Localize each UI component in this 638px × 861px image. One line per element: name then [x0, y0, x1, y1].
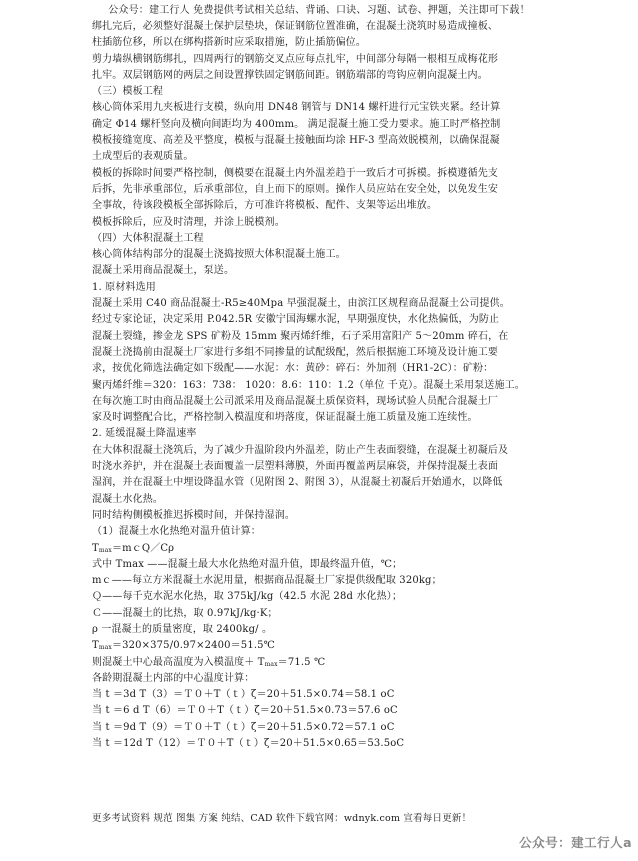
text-line: 当 t ＝9d T（9）＝Ｔ０＋T（ｔ）ζ＝20＋51.5×0.72＝57.1 oC — [92, 721, 395, 733]
document-body — [92, 19, 560, 752]
formula-symbol: T — [92, 640, 99, 652]
section-heading: （四）大体积混凝土工程 — [92, 232, 204, 244]
formula-subscript: max — [98, 644, 112, 652]
text-line: 当 t ＝6 d T（6）＝Ｔ０＋T（ｔ）ζ＝20＋51.5×0.73＝57.6 oC — [92, 705, 398, 717]
text-line: 混凝土水化热。 — [92, 493, 164, 505]
brand-watermark: 公众号：建工行人a — [519, 835, 632, 850]
formula-expression: ＝mｃQ／Cρ — [111, 542, 175, 554]
text-line: 模板接缝宽度、高差及平整度，模板与混凝土接触面均涂 HF-3 型高效脱模剂，以确保混凝 — [92, 135, 500, 147]
text-line: 湿润，并在混凝土中埋设降温水管（见附图 2、附图 3），从混凝土初凝后开始通水，以降低 — [92, 477, 503, 489]
footer-notice: 更多考试资料 规范 图集 方案 纯结、CAD 软件下载官网：wdnyk.com 宣看每日更新！ — [92, 813, 472, 824]
text-line: 经过专家论证，决定采用 P.042.5R 安徽宁国海螺水泥，早期强度快，水化热偏低，为防止 — [92, 314, 500, 326]
text-line: mｃ——每立方米混凝土水泥用量，根据商品混凝土厂家提供级配取 320kg； — [92, 575, 442, 587]
text-line: 模板拆除后，应及时清理，并涂上脱模剂。 — [92, 216, 285, 228]
formula-line — [92, 655, 560, 671]
text-line: 扎牢。双层钢筋网的两层之间设置撑铁固定钢筋间距。钢筋端部的弯钩应朝向混凝土内。 — [92, 69, 488, 81]
text-line: 全事故，待该段模板全部拆除后，方可准许将模板、配件、支架等运出堆放。 — [92, 200, 438, 212]
text-line: 核心筒体采用九夹板进行支模，纵向用 DN48 钢管与 DN14 螺杆进行元宝铁夹紧。经计算 — [92, 102, 501, 114]
text-line: 在每次施工时由商品混凝土公司派采用及商品混凝土质保资料，现场试验人员配合混凝土厂 — [92, 395, 498, 407]
header-notice: 公众号：建工行人 免费提供考试相关总结、背诵、口诀、习题、试卷、押题，关注即可下载！ — [108, 5, 530, 16]
text-line: 各龄期混凝土内部的中心温度计算： — [92, 672, 255, 684]
text-line: 求，按优化筛选法确定如下级配——水泥：水：黄砂：碎石：外加剂（HR1-2C）：矿粉： — [92, 363, 494, 375]
formula-expression: ＝71.5 ℃ — [277, 656, 326, 668]
text-line: 柱插筋位移，所以在绑构搭新时应采取措施，防止插筋偏位。 — [92, 37, 367, 49]
text-line: 确定 Φ14 螺杆竖向及横向间距均为 400mm。 满足混凝土施工受力要求。施工时严格控制 — [92, 118, 501, 130]
formula-line — [92, 638, 560, 654]
formula-expression: ＝320×375/0.97×2400＝51.5℃ — [111, 640, 276, 652]
formula-symbol: T — [92, 542, 99, 554]
text-line: 混凝土裂缝，掺金龙 SPS 矿粉及 15mm 聚丙烯纤维，石子采用富阳产 5～20mm 碎石，在 — [92, 330, 509, 342]
text-line: （1）混凝土水化热绝对温升值计算： — [92, 526, 261, 538]
text-line: 模板的拆除时间要严格控制，侧模要在混凝土内外温差趋于一致后才可拆模。拆模遵循先支 — [92, 167, 498, 179]
text-line: 核心筒体结构部分的混凝土浇捣按照大体积混凝土施工。 — [92, 249, 346, 261]
text-line: 家及时调整配合比，严格控制入模温度和坍落度，保证混凝土施工质量及施工连续性。 — [92, 412, 478, 424]
text-line: 剪力墙纵横钢筋绑扎，四周两行的钢筋交叉点应每点扎牢，中间部分每隔一根相互成梅花形 — [92, 53, 498, 65]
text-line: 聚丙烯纤维＝320：163：738： 1020：8.6：110：1.2（单位 千克）。混凝土采用泵送施工。 — [92, 379, 525, 391]
text-line: ρ 一混凝土的质量密度，取 2400kg/ 。 — [92, 623, 273, 635]
text-line: 在大体积混凝土浇筑后，为了减少升温阶段内外温差，防止产生表面裂缝，在混凝土初凝后及 — [92, 444, 509, 456]
formula-line — [92, 541, 560, 557]
subsection-heading: 1. 原材料选用 — [92, 281, 156, 293]
text-line: 式中 Tmax ——混凝土最大水化热绝对温升值，即最终温升值，℃； — [92, 558, 403, 570]
text-line: 时浇水养护，并在混凝土表面覆盖一层塑料薄膜，外面再覆盖两层麻袋，并保持混凝土表面 — [92, 461, 498, 473]
formula-subscript: max — [264, 660, 278, 668]
text-line: Ｃ——混凝土的比热，取 0.97kJ/kg·K； — [92, 607, 278, 619]
text-line: 混凝土采用商品混凝土，泵送。 — [92, 265, 235, 277]
text-line: 当 t ＝12d T（12）＝Ｔ０＋T（ｔ）ζ＝20＋51.5×0.65＝53.5oC — [92, 738, 405, 750]
text-line: 土成型后的表观质量。 — [92, 151, 194, 163]
text-line: Ｑ——每千克水泥水化热，取 375kJ/kg（42.5 水泥 28d 水化热）； — [92, 591, 403, 603]
text-line: 混凝土浇捣前由混凝土厂家进行多组不同掺量的试配级配，然后根据施工环境及设计施工要 — [92, 346, 498, 358]
text-line: 当 t ＝3d T（3）＝Ｔ０＋T（ｔ）ζ＝20＋51.5×0.74＝58.1 oC — [92, 689, 395, 701]
text-line: 混凝土采用 C40 商品混凝土-R5≥40Mpa 早强混凝土，由滨江区规程商品混凝土公司提供。 — [92, 298, 510, 310]
section-heading: （三）模板工程 — [92, 86, 164, 98]
text-line: 绑扎完后，必须整好混凝土保护层垫块，保证钢筋位置准确，在混凝土浇筑时易造成撞板、 — [92, 21, 498, 32]
text-line: 后拆，先非承重部位，后承重部位，自上而下的原则。操作人员应站在安全处，以免发生安 — [92, 183, 498, 195]
subsection-heading: 2. 延缓混凝土降温速率 — [92, 428, 197, 440]
formula-text: 则混凝土中心最高温度为入模温度＋ T — [92, 656, 265, 668]
text-line: 同时结构侧模板推迟拆模时间，并保持湿润。 — [92, 509, 295, 521]
formula-subscript: max — [98, 546, 112, 554]
